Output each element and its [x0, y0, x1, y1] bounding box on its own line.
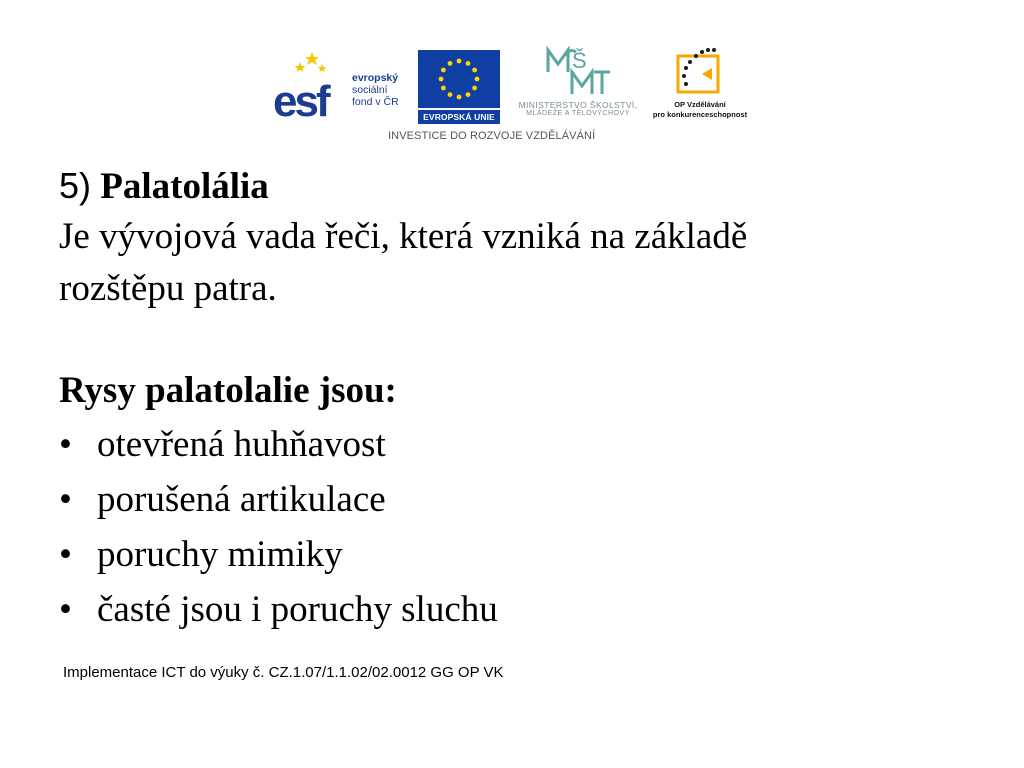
- list-item: [59, 417, 999, 472]
- esf-wordmark: [352, 72, 399, 108]
- bullet-icon: •: [59, 424, 72, 465]
- footer-project-code: Implementace ICT do výuky č. CZ.1.07/1.1.02/02.0012 GG OP VK: [63, 664, 504, 681]
- logo-tagline: INVESTICE DO ROZVOJE VZDĚLÁVÁNÍ: [388, 130, 596, 142]
- features-list: [59, 417, 999, 637]
- slide-content: [59, 162, 999, 637]
- list-item: [59, 527, 999, 582]
- msmt-logo-icon: [542, 46, 614, 98]
- esf-text-line3: fond v ČR: [352, 96, 399, 108]
- slide-title: [59, 162, 999, 211]
- svg-text:Š: Š: [572, 48, 587, 73]
- list-item-text: poruchy mimiky: [97, 534, 343, 575]
- definition-line1: Je vývojová vada řeči, která vzniká na základě: [59, 216, 748, 257]
- msmt-text-line2: MLÁDEŽE A TĚLOVÝCHOVY: [526, 110, 630, 117]
- list-item: [59, 582, 999, 637]
- slide-number: 5): [59, 165, 92, 206]
- op-logo: [650, 46, 750, 122]
- op-wordmark: [650, 100, 750, 120]
- op-text-line2: pro konkurenceschopnost: [652, 110, 748, 119]
- eu-logo: [418, 50, 500, 122]
- bullet-icon: •: [59, 479, 72, 520]
- esf-mark-icon: [272, 48, 348, 122]
- definition-line2: rozštěpu patra.: [59, 268, 277, 309]
- list-item-text: porušená artikulace: [97, 479, 386, 520]
- bullet-icon: •: [59, 534, 72, 575]
- bullet-icon: •: [59, 589, 72, 630]
- eu-flag-icon: [418, 50, 500, 108]
- list-item-text: otevřená huhňavost: [97, 424, 386, 465]
- slide-title-text: Palatolália: [100, 166, 269, 207]
- esf-text-line1: evropský: [352, 72, 399, 84]
- esf-text-line2: sociální: [352, 84, 388, 96]
- op-logo-icon: [672, 46, 728, 98]
- svg-text:esf: esf: [273, 77, 328, 122]
- list-item-text: časté jsou i poruchy sluchu: [97, 589, 498, 630]
- features-heading: Rysy palatolalie jsou:: [59, 370, 397, 411]
- logo-strip: [272, 46, 752, 146]
- msmt-text-line1: MINISTERSTVO ŠKOLSTVÍ,: [518, 100, 638, 110]
- msmt-logo: [508, 46, 648, 122]
- op-text-line1: OP Vzdělávání: [674, 100, 726, 109]
- esf-logo: [272, 48, 408, 122]
- eu-caption: EVROPSKÁ UNIE: [418, 110, 500, 124]
- list-item: [59, 472, 999, 527]
